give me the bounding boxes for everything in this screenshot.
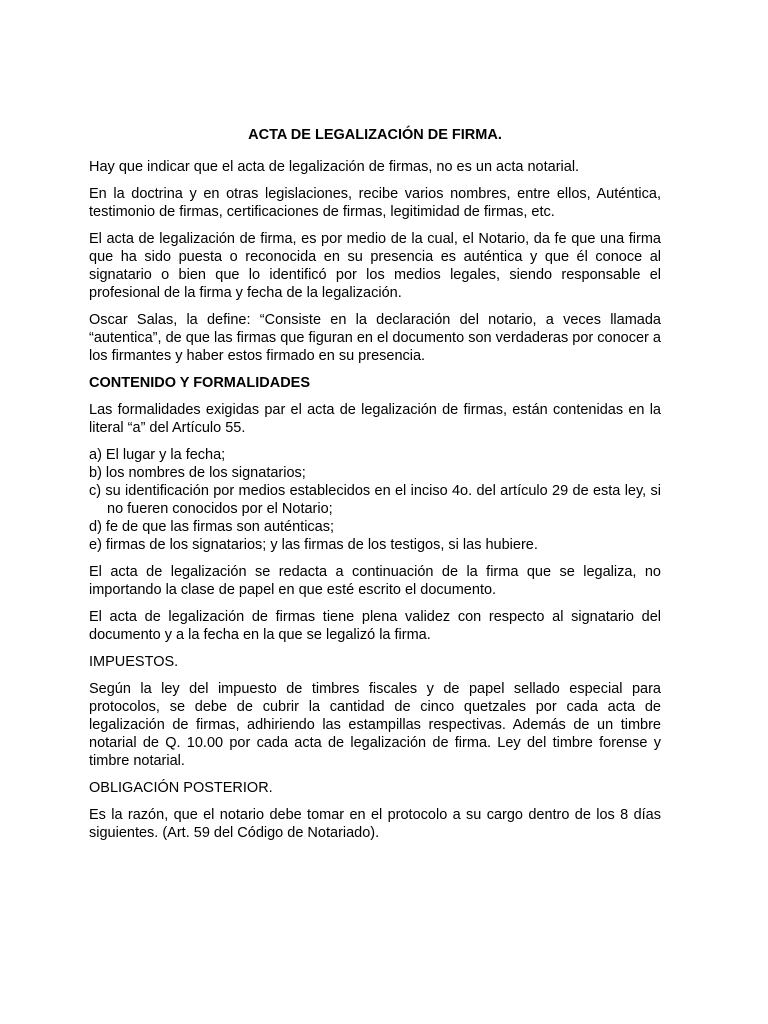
list-item: d) fe de que las firmas son auténticas;	[89, 519, 335, 535]
section-heading-obligacion: OBLIGACIÓN POSTERIOR.	[89, 780, 273, 796]
section-heading-impuestos: IMPUESTOS.	[89, 654, 179, 670]
list-item: b) los nombres de los signatarios;	[89, 465, 306, 481]
section-heading-contenido: CONTENIDO Y FORMALIDADES	[89, 375, 311, 391]
document-title: ACTA DE LEGALIZACIÓN DE FIRMA.	[248, 127, 502, 143]
document-page	[89, 126, 661, 851]
list-item: e) firmas de los signatarios; y las firmas de los testigos, si las hubiere.	[89, 537, 538, 553]
paragraph-definition: El acta de legalización de firma, es por medio de la cual, el Notario, da fe que una firma que ha sido puesta o reconocida en su presencia es auténtica y que él conoce al signatario o bien que lo identificó por los medios legales, siendo responsable el profesional de la firma y fecha de la legalización.	[89, 231, 661, 301]
paragraph-redaccion: El acta de legalización se redacta a continuación de la firma que se legaliza, no importando la clase de papel en que esté escrito el documento.	[89, 564, 661, 598]
paragraph-intro: Hay que indicar que el acta de legalización de firmas, no es un acta notarial.	[89, 159, 580, 175]
list-item: c) su identificación por medios establecidos en el inciso 4o. del artículo 29 de esta ley, si no fueren conocidos por el Notario;	[89, 483, 661, 517]
list-item: a) El lugar y la fecha;	[89, 447, 226, 463]
paragraph-impuestos: Según la ley del impuesto de timbres fiscales y de papel sellado especial para protocolos, se debe de cubrir la cantidad de cinco quetzales por cada acta de legalización de firmas, adhiriendo las estampillas respectivas. Además de un timbre notarial de Q. 10.00 por cada acta de legalización de firma. Ley del timbre forense y timbre notarial.	[89, 681, 661, 769]
formalities-list	[89, 446, 661, 554]
paragraph-oscar-salas: Oscar Salas, la define: “Consiste en la declaración del notario, a veces llamada “autentica”, de que las firmas que figuran en el documento son verdaderas por conocer a los firmantes y haber estos firmado en su presencia.	[89, 312, 661, 364]
paragraph-obligacion: Es la razón, que el notario debe tomar en el protocolo a su cargo dentro de los 8 días siguientes. (Art. 59 del Código de Notariado).	[89, 807, 661, 841]
paragraph-doctrina: En la doctrina y en otras legislaciones, recibe varios nombres, entre ellos, Auténtica, testimonio de firmas, certificaciones de firmas, legitimidad de firmas, etc.	[89, 186, 661, 220]
paragraph-formalidades: Las formalidades exigidas par el acta de legalización de firmas, están contenidas en la literal “a” del Artículo 55.	[89, 402, 661, 436]
paragraph-validez: El acta de legalización de firmas tiene plena validez con respecto al signatario del documento y a la fecha en la que se legalizó la firma.	[89, 609, 661, 643]
